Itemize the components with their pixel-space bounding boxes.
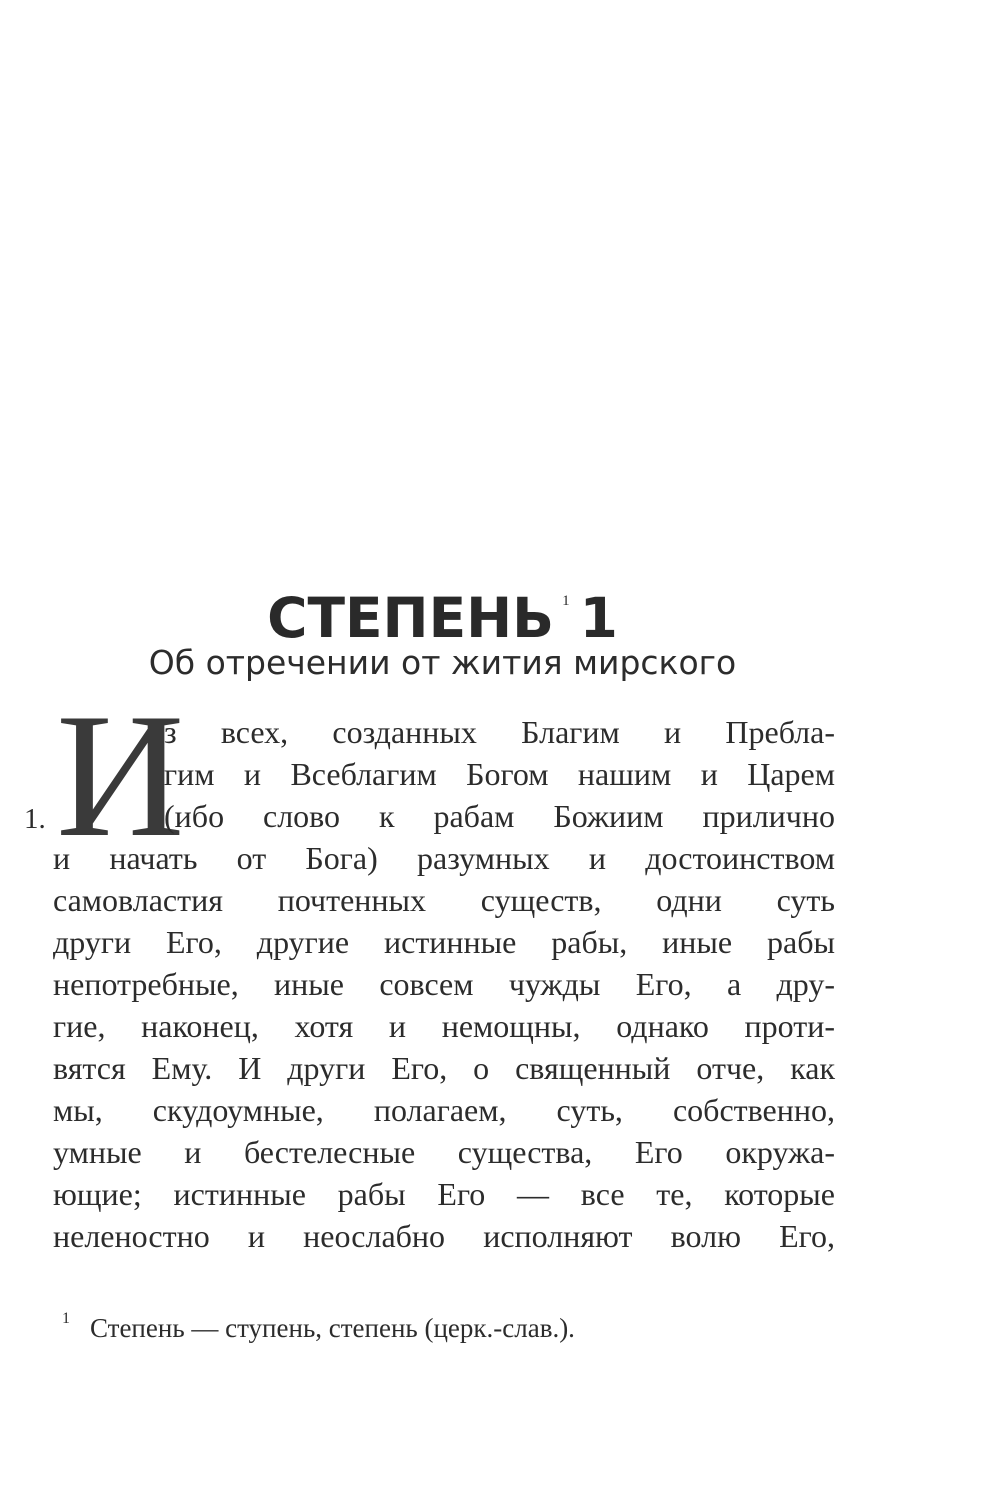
- text-line: вятся Ему. И други Его, о священный отче, как: [53, 1050, 835, 1086]
- text-line: умные и бестелесные существа, Его окружа-: [53, 1134, 835, 1170]
- footnote-mark: 1: [62, 1310, 70, 1327]
- footnote: [62, 1300, 575, 1347]
- chapter-subtitle: Об отречении от жития мирского: [148, 643, 737, 682]
- text-line: гие, наконец, хотя и немощны, однако проти-: [53, 1008, 835, 1044]
- paragraph-number: 1.: [24, 803, 46, 835]
- text-line: непотребные, иные совсем чужды Его, а дру-: [53, 966, 835, 1002]
- drop-cap-letter: И: [56, 676, 185, 874]
- footnote-text: Степень — ступень, степень (церк.-слав.).: [90, 1313, 575, 1343]
- chapter-title: СТЕПЕНЬ: [267, 586, 555, 650]
- text-line: мы, скудоумные, полагаем, суть, собственно,: [53, 1092, 835, 1128]
- text-line: ющие; истинные рабы Его — все те, которые: [53, 1176, 835, 1212]
- text-line: з всех, созданных Благим и Пребла-: [164, 714, 835, 750]
- text-line: гим и Всеблагим Богом нашим и Царем: [164, 756, 835, 792]
- chapter-heading: [0, 568, 885, 651]
- text-line: неленостно и неослабно исполняют волю Его,: [53, 1218, 835, 1254]
- footnote-reference: 1: [562, 593, 570, 609]
- chapter-number: 1: [579, 586, 618, 650]
- text-line: и начать от Бога) разумных и достоинством: [53, 840, 835, 876]
- text-line: (ибо слово к рабам Божиим прилично: [164, 798, 835, 834]
- text-line: самовластия почтенных существ, одни суть: [53, 882, 835, 918]
- text-line: други Его, другие истинные рабы, иные рабы: [53, 924, 835, 960]
